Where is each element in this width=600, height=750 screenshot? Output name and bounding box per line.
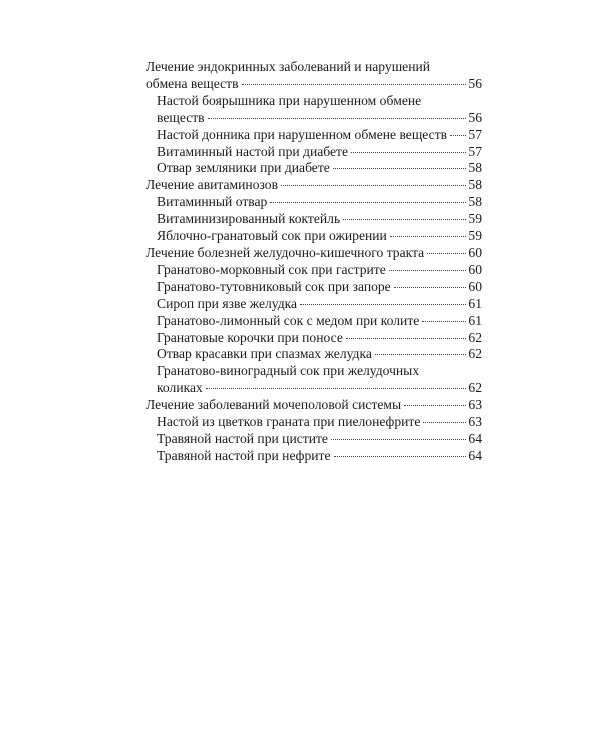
- toc-entry-title-line: Лечение авитаминозов: [146, 177, 278, 193]
- toc-page-number: 60: [468, 278, 482, 294]
- toc-entry-row: [146, 380, 482, 397]
- dot-leader: [404, 405, 466, 406]
- toc-page-number: 64: [468, 430, 482, 446]
- toc-entry-title-line: Витаминный настой при диабете: [157, 143, 349, 159]
- dot-leader: [389, 270, 466, 271]
- dot-leader: [427, 253, 466, 254]
- toc-entry-row: [146, 397, 482, 414]
- dot-leader: [208, 118, 466, 119]
- toc-entry-row: [146, 313, 482, 330]
- toc-page-number: 62: [468, 380, 482, 396]
- toc-entry-row: [146, 431, 482, 448]
- dot-leader: [331, 439, 466, 440]
- toc-subentry: [146, 448, 482, 465]
- toc-entry-title-line: Лечение болезней желудочно-кишечного тракта: [146, 244, 425, 260]
- toc-subentry: [146, 313, 482, 330]
- toc-entry-title-line: Витаминный отвар: [157, 194, 268, 210]
- toc-entry-title-line: Гранатово-тутовниковый сок при запоре: [157, 278, 391, 294]
- toc-subentry: [146, 194, 482, 211]
- dot-leader: [375, 354, 466, 355]
- toc-entry-row: [146, 76, 482, 93]
- table-of-contents: [146, 59, 482, 465]
- toc-entry-title-line: Витаминизированный коктейль: [157, 211, 341, 227]
- toc-entry-row: [146, 211, 482, 228]
- toc-entry-title-line: Лечение заболеваний мочеполовой системы: [146, 397, 402, 413]
- toc-entry-row: [146, 110, 482, 127]
- toc-entry-title-line: Гранатово-виноградный сок при желудочных: [157, 363, 420, 379]
- toc-entry-title-line: Лечение эндокринных заболеваний и нарушений: [146, 59, 431, 74]
- toc-entry-title-line: Гранатово-морковный сок при гастрите: [157, 261, 386, 277]
- toc-entry-title-line: Гранатово-лимонный сок с медом при колите: [157, 312, 420, 328]
- dot-leader: [351, 152, 466, 153]
- toc-subentry: [146, 262, 482, 279]
- toc-entry-row: [146, 296, 482, 313]
- toc-subentry: [146, 144, 482, 161]
- toc-entry-title-line: Настой донника при нарушенном обмене веществ: [157, 126, 448, 142]
- toc-subentry: [146, 414, 482, 431]
- toc-subentry: [146, 346, 482, 363]
- toc-entry-row: [146, 414, 482, 431]
- toc-entry-row: [146, 448, 482, 465]
- dot-leader: [242, 84, 466, 85]
- toc-entry-row: [146, 279, 482, 296]
- toc-page-number: 56: [468, 75, 482, 91]
- dot-leader: [281, 185, 466, 186]
- toc-page-number: 60: [468, 244, 482, 260]
- toc-subentry: [146, 93, 482, 127]
- toc-page-number: 60: [468, 261, 482, 277]
- toc-entry-title-line: Яблочно-гранатовый сок при ожирении: [157, 228, 387, 244]
- dot-leader: [300, 304, 466, 305]
- toc-entry-title-line: Травяной настой при цистите: [157, 430, 328, 446]
- dot-leader: [334, 456, 467, 457]
- toc-entry-row: [146, 144, 482, 161]
- toc-subentry: [146, 211, 482, 228]
- toc-entry-row: [146, 194, 482, 211]
- toc-section-entry: [146, 397, 482, 414]
- toc-entry-row: [146, 330, 482, 347]
- toc-entry-row: [146, 228, 482, 245]
- toc-page-number: 63: [468, 414, 482, 430]
- toc-page-number: 58: [468, 160, 482, 176]
- toc-entry-title-line: Сироп при язве желудка: [157, 295, 298, 311]
- toc-entry-row: [146, 245, 482, 262]
- dot-leader: [343, 219, 466, 220]
- toc-entry-title-line: Настой из цветков граната при пиелонефрите: [157, 414, 421, 430]
- dot-leader: [346, 338, 466, 339]
- toc-subentry: [146, 279, 482, 296]
- toc-entry-row: [146, 177, 482, 194]
- toc-page-number: 64: [468, 447, 482, 463]
- toc-entry-row: [146, 262, 482, 279]
- toc-page-number: 61: [468, 312, 482, 328]
- toc-entry-row: [146, 346, 482, 363]
- toc-page-number: 62: [468, 329, 482, 345]
- toc-page-number: 59: [468, 228, 482, 244]
- toc-subentry: [146, 160, 482, 177]
- toc-entry-title-line: Отвар земляники при диабете: [157, 160, 330, 176]
- toc-entry-title-line: Травяной настой при нефрите: [157, 447, 331, 463]
- toc-section-entry: [146, 245, 482, 262]
- dot-leader: [270, 202, 466, 203]
- toc-section-entry: [146, 177, 482, 194]
- toc-page-number: 57: [468, 143, 482, 159]
- toc-entry-title-line: Отвар красавки при спазмах желудка: [157, 346, 372, 362]
- toc-section-entry: [146, 59, 482, 93]
- toc-page-number: 58: [468, 177, 482, 193]
- dot-leader: [423, 422, 466, 423]
- toc-entry-title-line: Гранатовые корочки при поносе: [157, 329, 343, 345]
- toc-subentry: [146, 330, 482, 347]
- toc-entry-title-line: Настой боярышника при нарушенном обмене: [157, 92, 422, 108]
- toc-page-number: 59: [468, 211, 482, 227]
- toc-entry-title-line: коликах: [157, 380, 203, 396]
- toc-subentry: [146, 127, 482, 144]
- toc-entry-row: [146, 160, 482, 177]
- toc-subentry: [146, 296, 482, 313]
- dot-leader: [206, 388, 466, 389]
- toc-subentry: [146, 363, 482, 397]
- toc-page-number: 61: [468, 295, 482, 311]
- toc-page-number: 57: [468, 126, 482, 142]
- toc-subentry: [146, 431, 482, 448]
- dot-leader: [394, 287, 466, 288]
- toc-page-number: 62: [468, 346, 482, 362]
- toc-entry-row: [146, 127, 482, 144]
- toc-page-number: 56: [468, 109, 482, 125]
- toc-page-number: 63: [468, 397, 482, 413]
- dot-leader: [390, 236, 466, 237]
- dot-leader: [333, 168, 466, 169]
- dot-leader: [450, 135, 466, 136]
- toc-entry-title-line: обмена веществ: [146, 75, 239, 91]
- toc-subentry: [146, 228, 482, 245]
- dot-leader: [422, 321, 466, 322]
- toc-entry-title-line: веществ: [157, 109, 205, 125]
- toc-page-number: 58: [468, 194, 482, 210]
